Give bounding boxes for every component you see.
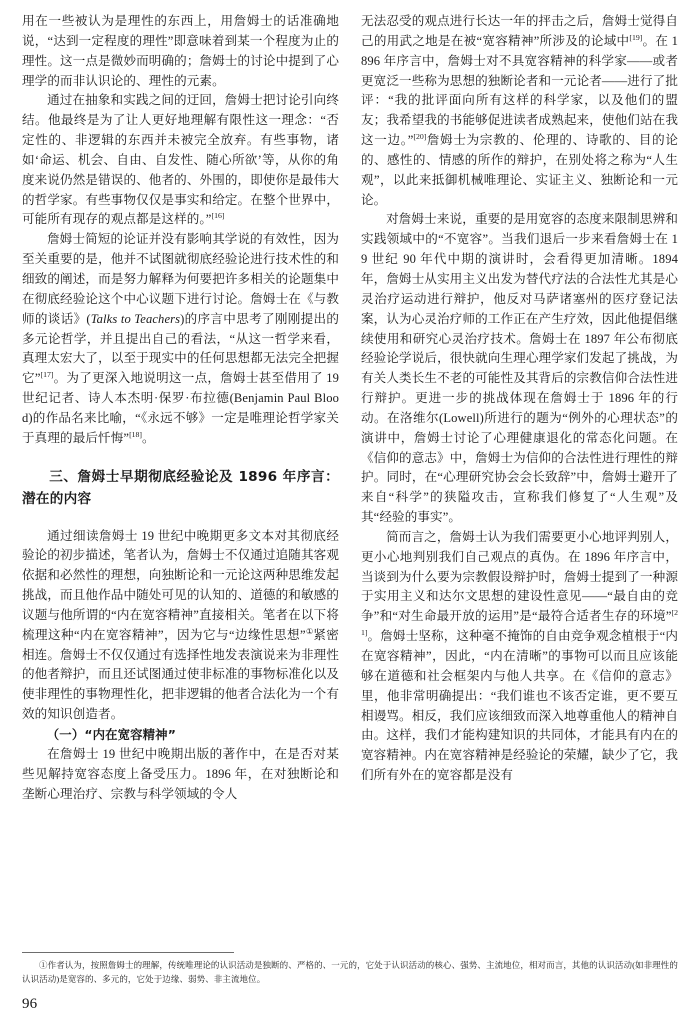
- paragraph-l3-seg-2: )的序言中思考了刚刚提出的多元论哲学，并且提出自己的看法，“从这一哲学来看，真理太宏大了，以至于现实中的任何思想都无法完全把握它”: [22, 311, 340, 386]
- paragraph-l4: [22, 527, 339, 725]
- paragraph-r1-seg-2: 。在 1896 年序言中，詹姆士对不具宽容精神的科学家——或者更宽泛一些称为思想的独断论者和一元论者——进行了批评：“我的批评面向所有这样的科学家，以及他们的盟友；我希望我的书能够促进读者成熟起来，使他们站在我这一边。”: [361, 33, 678, 148]
- reference-marker-20: [20]: [413, 131, 427, 141]
- book-title-talks-to-teachers: Talks to Teachers: [90, 311, 181, 326]
- left-column: [22, 12, 339, 942]
- paragraph-l3-seg-4: 。为了更深入地说明这一点，詹姆士甚至借用了 19 世纪记者、诗人本杰明·保罗·布拉德(Benjamin Paul Blood)的作品名来比喻，“《永远不够》一定是唯理论哲学家关于真理的最后忏悔”: [22, 371, 339, 445]
- paragraph-r1: [361, 12, 678, 210]
- footnote-zone: [22, 952, 678, 986]
- reference-marker-17: [17]: [40, 370, 54, 380]
- subsection-heading: （一）“内在宽容精神”: [46, 727, 176, 742]
- paragraph-r2: 对詹姆士来说，重要的是用宽容的态度来限制思辨和实践领域中的“不宽容”。当我们退后一步来看詹姆士在 19 世纪 90 年代中期的演讲时，会看得更加清晰。1894 年，詹姆士从实用主义出发为替代疗法的合法性尤其是心灵治疗运动进行辩护，他反对马萨诸塞州的医疗登记法案，认为心灵治疗师的工作正在产生疗效，因此他提倡继续使用和研究心灵治疗技术。詹姆士在 1897 年公布彻底经验论学说后，很快就向生理心理学家们发起了挑战，为有关人类长生不老的可能性及其背后的宗教信仰合法性进行辩护。更进一步的挑战体现在詹姆士于 1896 年的行动。在洛维尔(Lowell)所进行的题为“例外的心理状态”的演讲中，詹姆士讨论了心理健康退化的常态化问题。在《信仰的意志》中，詹姆士为信仰的合法性进行理性的辩护。同时，在“心理研究协会会长致辞”中，詹姆士避开了来自“科学”的狭隘攻击，宣称我们修复了“人生观”及其“经验的事实”。: [361, 212, 678, 525]
- right-column: [361, 12, 678, 942]
- section-heading: 三、詹姆士早期彻底经验论及 1896 年序言：潜在的内容: [22, 468, 339, 507]
- reference-marker-21: [21]: [361, 608, 678, 637]
- paragraph-r3: [361, 528, 678, 786]
- footnote-1-marker: ①: [39, 960, 48, 970]
- footnote-1: [22, 958, 678, 986]
- paragraph-l4-seg-2: 紧密相连。詹姆士不仅仅通过有选择性地发表演说来为非理性的他者辩护，而且还试图通过使非标准的事物标准化以及使非理性的事物理性化，把非逻辑的他者合法化为一个有效的知识创造者。: [22, 627, 339, 722]
- paragraph-r3-seg-2: 。詹姆士坚称，这种毫不掩饰的自由竞争观念植根于“内在宽容精神”，因此，“内在清晰”的事物可以而且应该能够在道德和社会框架内与他人共享。在《信仰的意志》里，他非常明确提出：“我们谁也不该否定谁，更不要互相谩骂。相反，我们应该细致而深入地尊重他人的精神自由。这样，我们才能构建知识的共同体，才能具有内在的宽容精神。内在宽容精神是经验论的荣耀，缺少了它，我们所有外在的宽容都是没有: [361, 629, 678, 783]
- paragraph-l5: 在詹姆士 19 世纪中晚期出版的著作中，在是否对某些见解持宽容态度上备受压力。1896 年，在对独断论和垄断心理治疗、宗教与科学领域的令人: [22, 746, 339, 801]
- reference-marker-18: [18]: [129, 429, 143, 439]
- two-column-body: [22, 12, 678, 942]
- page-number: 96: [22, 996, 38, 1012]
- footnote-marker-1: ①: [305, 626, 314, 636]
- paragraph-l3-seg-6: 。: [142, 430, 155, 445]
- paragraph-l2: [22, 91, 339, 230]
- paragraph-l3-seg-0: 詹姆士简短的论证并没有影响其学说的有效性，因为至关重要的是，他并不试图就彻底经验论进行技术性的和细致的阐述，而是努力解释为何要把许多相关的论题集中在彻底经验论这个中心议题下进行讨论。詹姆士在《与教师的谈话》(: [22, 232, 339, 326]
- paragraph-l1: 用在一些被认为是理性的东西上，用詹姆士的话准确地说，“达到一定程度的理性”即意味着到某一个程度为止的理性。这一点是微妙而明确的；詹姆士的讨论中提到了心理学的而非认识论的、理性的元素。: [22, 14, 339, 88]
- paragraph-l4-seg-0: 通过细读詹姆士 19 世纪中晚期更多文本对其彻底经验论的初步描述，笔者认为，詹姆士不仅通过追随其客观依据和必然性的理想，向独断论和一元论这两种思维发起挑战，而且他作品中随处可见的认知的、道德的和敏感的议题与他所谓的“内在宽容精神”直接相关。笔者在以下将梳理这种“内在宽容精神”，因为它与“边缘性思想”: [22, 528, 339, 642]
- paragraph-l3: [22, 230, 339, 448]
- reference-marker-16: [16]: [211, 211, 225, 221]
- footnote-separator-rule: [22, 952, 234, 953]
- paragraph-r3-seg-0: 简而言之，詹姆士认为我们需要更小心地评判别人，更小心地判别我们自己观点的真伪。在 1896 年序言中，当谈到为什么要为宗教假设辩护时，詹姆士提到了一种源于实用主义和达尔文思想的建设性意见——“最自由的竞争”和“对生命最开放的运用”是“最符合适者生存的环境”: [361, 529, 678, 624]
- reference-marker-19: [19]: [629, 32, 643, 42]
- paragraph-r1-seg-4: 詹姆士为宗教的、伦理的、诗歌的、目的论的、感性的、情感的所作的辩护，在别处将之称为“人生观”，以此来抵御机械唯理论、实证主义、独断论和一元论。: [361, 133, 679, 207]
- footnote-1-text: 作者认为，按照詹姆士的理解，传统唯理论的认识活动是独断的、严格的、一元的，它处于认识活动的核心、强势、主流地位，相对而言，其他的认识活动(如非理性的认识活动)是宽容的、多元的，它处于边缘、弱势、非主流地位。: [22, 960, 678, 984]
- paragraph-r1-seg-0: 无法忍受的观点进行长达一年的抨击之后，詹姆士觉得自己的用武之地是在被“宽容精神”所涉及的论域中: [361, 14, 678, 48]
- paragraph-l2-text: 通过在抽象和实践之间的迂回，詹姆士把讨论引向终结。他最终是为了让人更好地理解有限性这一理念：“否定性的、非逻辑的东西并未被完全放弃。有些事物，诸如‘命运、机会、自由、自发性、随心所欲’等，从你的角度来说仍然是错误的、他者的、外围的，即使你是最伟大的哲学家。有些事物仅仅是事实和给定。在整个世界中，可能所有现存的观点都是这样的。”: [22, 93, 339, 227]
